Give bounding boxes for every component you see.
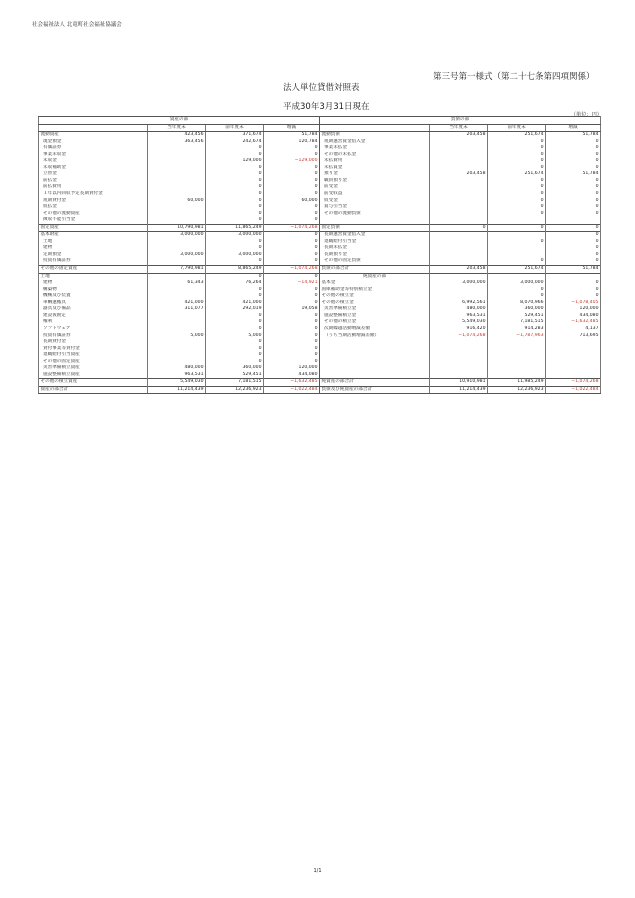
liability-change: 0 <box>546 184 601 191</box>
liability-item: 賞与引当金 <box>320 204 430 211</box>
asset-current: 421,000 <box>148 300 206 307</box>
asset-change: 0 <box>264 171 320 178</box>
asset-previous: 0 <box>206 346 264 353</box>
liability-item: 仮受金 <box>320 198 430 205</box>
asset-current: 3,000,000 <box>148 252 206 259</box>
asset-change: 0 <box>264 352 320 359</box>
asset-previous: 0 <box>206 245 264 252</box>
asset-item: 短期貸付金 <box>39 198 148 205</box>
asset-item: 器具及び備品 <box>39 306 148 313</box>
liability-previous: 8,070,966 <box>488 300 546 307</box>
asset-item: 固定資産 <box>39 224 148 232</box>
liability-change: 0 <box>546 158 601 165</box>
liabilities-item-header <box>320 124 430 132</box>
liability-change: 0 <box>546 258 601 265</box>
asset-item: 未収金 <box>39 158 148 165</box>
asset-change: 51,784 <box>264 132 320 139</box>
asset-current <box>148 217 206 224</box>
asset-current <box>148 273 206 280</box>
asset-change: −1,074,268 <box>264 266 320 274</box>
asset-item: 土地 <box>39 239 148 246</box>
liability-previous: 0 <box>488 204 546 211</box>
asset-change: 0 <box>264 339 320 346</box>
asset-previous: 8,865,249 <box>206 266 264 274</box>
liabilities-section-header: 負債の部 <box>320 117 601 125</box>
liability-previous: 0 <box>488 184 546 191</box>
asset-item: 機械及び装置 <box>39 293 148 300</box>
asset-change: −14,921 <box>264 280 320 287</box>
liability-change: 0 <box>546 145 601 152</box>
liability-item: 純資産の部合計 <box>320 379 430 387</box>
asset-item: その他の固定資産 <box>39 266 148 274</box>
liability-item: その他の積立金 <box>320 319 430 326</box>
asset-change: 0 <box>264 319 320 326</box>
liability-current: 480,000 <box>430 306 488 313</box>
liability-change: 120,000 <box>546 306 601 313</box>
asset-item: 徴収不能引当金 <box>39 217 148 224</box>
liability-change <box>546 372 601 379</box>
asset-change: 0 <box>264 326 320 333</box>
asset-previous: 0 <box>206 152 264 159</box>
asset-change: 0 <box>264 293 320 300</box>
asset-previous: 76,264 <box>206 280 264 287</box>
liability-previous: 0 <box>488 145 546 152</box>
liability-current: 6,992,561 <box>430 300 488 307</box>
liability-previous: 0 <box>488 152 546 159</box>
liability-previous: 0 <box>488 165 546 172</box>
asset-item: 資産の部合計 <box>39 386 148 394</box>
table-row <box>39 224 601 232</box>
liability-current: 11,214,439 <box>430 386 488 394</box>
liability-current <box>430 232 488 239</box>
liability-change: 0 <box>546 287 601 294</box>
asset-item: 貸付事業等貸付金 <box>39 346 148 353</box>
liability-previous: 0 <box>488 239 546 246</box>
asset-item: 現金預金 <box>39 139 148 146</box>
asset-item: 定期預金 <box>39 252 148 259</box>
asset-change: 0 <box>264 239 320 246</box>
liability-item: 短期運営資金借入金 <box>320 139 430 146</box>
liability-change: −1,632,485 <box>546 319 601 326</box>
liability-previous: 0 <box>488 139 546 146</box>
asset-previous: 292,019 <box>206 306 264 313</box>
asset-change: −129,000 <box>264 158 320 165</box>
liability-previous: 12,236,923 <box>488 386 546 394</box>
asset-item: 構築物 <box>39 287 148 294</box>
asset-change: 0 <box>264 252 320 259</box>
asset-previous: 0 <box>206 313 264 320</box>
asset-item: その他の流動資産 <box>39 211 148 218</box>
asset-item: 退職給付引当資産 <box>39 352 148 359</box>
asset-item: 未収補助金 <box>39 165 148 172</box>
liability-item: 未払賞金 <box>320 165 430 172</box>
liabilities-change-header: 増減 <box>546 124 601 132</box>
asset-current: 5,549,030 <box>148 379 206 387</box>
asset-item: 流動資産 <box>39 132 148 139</box>
asset-change: 0 <box>264 191 320 198</box>
asset-change: 0 <box>264 258 320 265</box>
liability-current <box>430 273 488 280</box>
asset-item: 建物 <box>39 245 148 252</box>
liabilities-previous-header: 前年度末 <box>488 124 546 132</box>
liability-item: 純資産の部 <box>320 273 430 280</box>
liability-previous: 251,674 <box>488 171 546 178</box>
liability-change: 0 <box>546 191 601 198</box>
asset-current: 363,456 <box>148 139 206 146</box>
liability-current: 10,910,981 <box>430 379 488 387</box>
asset-previous: 0 <box>206 326 264 333</box>
organization-name: 社会福祉法人 北竜町社会福祉協議会 <box>32 22 122 28</box>
asset-change: 0 <box>264 287 320 294</box>
assets-previous-header: 前年度末 <box>206 124 264 132</box>
liability-item: 負債及び純資産の部合計 <box>320 386 430 394</box>
liability-previous <box>488 232 546 239</box>
asset-item: 前払費用 <box>39 184 148 191</box>
asset-change: 0 <box>264 333 320 340</box>
asset-previous: 3,000,000 <box>206 252 264 259</box>
asset-change: −1,074,268 <box>264 224 320 232</box>
liability-current: 203,458 <box>430 266 488 274</box>
liability-previous: 251,674 <box>488 266 546 274</box>
liability-change: 0 <box>546 211 601 218</box>
asset-change: 0 <box>264 245 320 252</box>
liability-current <box>430 372 488 379</box>
liability-current: −1,074,268 <box>430 333 488 340</box>
liability-change: 51,784 <box>546 132 601 139</box>
assets-section-header: 資産の部 <box>39 117 320 125</box>
asset-previous: 0 <box>206 352 264 359</box>
liability-previous: 7,181,515 <box>488 319 546 326</box>
document-title: 法人単位貸借対照表 <box>283 83 360 93</box>
asset-item: 基本財産 <box>39 232 148 239</box>
asset-item: 施設整備積立資産 <box>39 372 148 379</box>
liability-item: その他の未払金 <box>320 152 430 159</box>
liability-previous <box>488 273 546 280</box>
liability-change: 0 <box>546 198 601 205</box>
asset-item: 有価証券 <box>39 145 148 152</box>
liability-item: 固定負債 <box>320 224 430 232</box>
asset-previous: 3,000,000 <box>206 232 264 239</box>
asset-change: 0 <box>264 165 320 172</box>
liability-change: 0 <box>546 204 601 211</box>
asset-previous: 0 <box>206 287 264 294</box>
asset-current: 61,343 <box>148 280 206 287</box>
liability-current: 3,000,000 <box>430 280 488 287</box>
asset-change: 60,000 <box>264 198 320 205</box>
liability-item: 退職給付引当金 <box>320 239 430 246</box>
asset-previous: 11,865,249 <box>206 224 264 232</box>
asset-item: ソフトウェア <box>39 326 148 333</box>
asset-item: 投資有価証券 <box>39 258 148 265</box>
liability-change: 0 <box>546 165 601 172</box>
asset-previous: 0 <box>206 293 264 300</box>
liability-item: 次期繰越活動増減差額 <box>320 326 430 333</box>
liability-previous: 0 <box>488 178 546 185</box>
balance-sheet-table <box>38 116 601 394</box>
asset-item: その他の固定資産 <box>39 359 148 366</box>
liability-item: 預り金 <box>320 171 430 178</box>
liability-previous: 0 <box>488 287 546 294</box>
asset-previous: 0 <box>206 339 264 346</box>
liability-item: 基本金 <box>320 280 430 287</box>
table-row <box>39 266 601 274</box>
liability-change: 0 <box>546 139 601 146</box>
liability-change: 0 <box>546 232 601 239</box>
liability-current <box>430 258 488 265</box>
liability-item: 前受収益 <box>320 191 430 198</box>
liability-item: その他の積立金 <box>320 300 430 307</box>
asset-item: 建設仮勘定 <box>39 313 148 320</box>
asset-item: 土地 <box>39 273 148 280</box>
liability-change <box>546 217 601 224</box>
asset-current: 311,077 <box>148 306 206 313</box>
asset-change: 19,058 <box>264 306 320 313</box>
liability-change: 0 <box>546 280 601 287</box>
liability-current: 203,458 <box>430 132 488 139</box>
asset-item: その他の積立資産 <box>39 379 148 387</box>
form-title: 第三号第一様式（第二十七条第四項関係） <box>433 72 595 82</box>
table-row <box>39 372 601 379</box>
as-of-date: 平成30年3月31日現在 <box>283 102 370 112</box>
asset-previous: 371,674 <box>206 132 264 139</box>
liability-change: 0 <box>546 239 601 246</box>
asset-previous: 0 <box>206 145 264 152</box>
liability-change: 0 <box>546 252 601 259</box>
liability-previous: 0 <box>488 258 546 265</box>
liability-previous: 529,451 <box>488 313 546 320</box>
liability-item: 施設整備積立金 <box>320 313 430 320</box>
liability-current: 916,420 <box>430 326 488 333</box>
table-row <box>39 386 601 394</box>
asset-current: 11,214,439 <box>148 386 206 394</box>
asset-previous: 0 <box>206 217 264 224</box>
asset-current: 480,000 <box>148 365 206 372</box>
liability-change: 0 <box>546 178 601 185</box>
liability-item: 国庫補助金等特別積立金 <box>320 287 430 294</box>
liability-change: 4,137 <box>546 326 601 333</box>
asset-change: 0 <box>264 211 320 218</box>
asset-previous: 129,000 <box>206 158 264 165</box>
liability-change: 0 <box>546 245 601 252</box>
liability-item: 長期預り金 <box>320 252 430 259</box>
asset-current: 3,000,000 <box>148 232 206 239</box>
asset-change: 0 <box>264 152 320 159</box>
liability-previous: 0 <box>488 293 546 300</box>
liability-item: その他の固定負債 <box>320 258 430 265</box>
asset-change: 120,784 <box>264 139 320 146</box>
liability-item: 流動負債 <box>320 132 430 139</box>
asset-previous: 242,674 <box>206 139 264 146</box>
liability-previous <box>488 217 546 224</box>
liability-previous: 251,674 <box>488 132 546 139</box>
liability-item: その他の流動負債 <box>320 211 430 218</box>
liability-change: 0 <box>546 224 601 232</box>
liability-item: 長期運営資金借入金 <box>320 232 430 239</box>
asset-previous: 0 <box>206 204 264 211</box>
liability-current: 963,531 <box>430 313 488 320</box>
liability-item: 職員預り金 <box>320 178 430 185</box>
asset-item: 車輌運搬具 <box>39 300 148 307</box>
asset-change: 434,080 <box>264 372 320 379</box>
asset-item: 前払金 <box>39 178 148 185</box>
table-row <box>39 258 601 265</box>
assets-current-header: 当年度末 <box>148 124 206 132</box>
liability-previous: 3,000,000 <box>488 280 546 287</box>
liability-item: 前受金 <box>320 184 430 191</box>
asset-item: 権利 <box>39 319 148 326</box>
asset-change: 0 <box>264 273 320 280</box>
liability-change: 51,784 <box>546 266 601 274</box>
table-row <box>39 379 601 387</box>
asset-change: 120,000 <box>264 365 320 372</box>
liability-change: 713,695 <box>546 333 601 340</box>
asset-previous: 12,236,923 <box>206 386 264 394</box>
asset-current: 10,790,981 <box>148 224 206 232</box>
asset-change: 0 <box>264 232 320 239</box>
liability-previous: 0 <box>488 198 546 205</box>
table-row <box>39 132 601 139</box>
liability-previous: −1,787,963 <box>488 333 546 340</box>
liability-item: その他の積立金 <box>320 293 430 300</box>
liability-previous: 0 <box>488 224 546 232</box>
liability-change: 0 <box>546 152 601 159</box>
asset-current: 7,790,981 <box>148 266 206 274</box>
asset-change: 0 <box>264 300 320 307</box>
asset-previous: 421,000 <box>206 300 264 307</box>
liability-previous: 0 <box>488 211 546 218</box>
liability-current: 203,458 <box>430 171 488 178</box>
asset-change: 0 <box>264 204 320 211</box>
liability-change: −1,074,268 <box>546 379 601 387</box>
asset-change: 0 <box>264 346 320 353</box>
liability-previous <box>488 372 546 379</box>
asset-previous: 0 <box>206 273 264 280</box>
asset-previous: 0 <box>206 165 264 172</box>
balance-sheet <box>38 116 600 394</box>
asset-change: 0 <box>264 184 320 191</box>
asset-current: 423,456 <box>148 132 206 139</box>
asset-change: 0 <box>264 145 320 152</box>
liability-change: 51,784 <box>546 171 601 178</box>
asset-previous: 0 <box>206 319 264 326</box>
asset-item: 長期貸付金 <box>39 339 148 346</box>
asset-previous: 5,000 <box>206 333 264 340</box>
page-number: 1/1 <box>313 868 322 874</box>
asset-previous: 0 <box>206 359 264 366</box>
asset-previous: 0 <box>206 184 264 191</box>
unit-label: （単位：円） <box>570 112 602 118</box>
asset-item: 投資有価証券 <box>39 333 148 340</box>
asset-previous: 0 <box>206 211 264 218</box>
liability-previous: 0 <box>488 158 546 165</box>
liability-previous: 11,985,249 <box>488 379 546 387</box>
asset-current: 963,531 <box>148 372 206 379</box>
asset-previous: 529,451 <box>206 372 264 379</box>
liability-item: 未払費用 <box>320 158 430 165</box>
asset-change: 0 <box>264 313 320 320</box>
liability-item <box>320 372 430 379</box>
liabilities-current-header: 当年度末 <box>430 124 488 132</box>
asset-item: 事業未収金 <box>39 152 148 159</box>
asset-item: 立替金 <box>39 171 148 178</box>
liability-item: 災害準備積立金 <box>320 306 430 313</box>
asset-previous: 0 <box>206 171 264 178</box>
asset-item: 建物 <box>39 280 148 287</box>
asset-item: １年以内回収予定長期貸付金 <box>39 191 148 198</box>
asset-previous: 0 <box>206 258 264 265</box>
liability-item: 長期未払金 <box>320 245 430 252</box>
asset-current: 60,000 <box>148 198 206 205</box>
liability-change: −1,078,405 <box>546 300 601 307</box>
asset-change: 0 <box>264 178 320 185</box>
assets-item-header <box>39 124 148 132</box>
asset-previous: 0 <box>206 178 264 185</box>
table-row <box>39 232 601 239</box>
table-row <box>39 217 601 224</box>
assets-change-header: 増減 <box>264 124 320 132</box>
asset-previous: 360,000 <box>206 365 264 372</box>
asset-change: −1,632,485 <box>264 379 320 387</box>
asset-previous: 0 <box>206 198 264 205</box>
liability-change <box>546 273 601 280</box>
liability-current: 5,549,030 <box>430 319 488 326</box>
liability-previous: 914,283 <box>488 326 546 333</box>
asset-current: 5,000 <box>148 333 206 340</box>
asset-change: −1,022,484 <box>264 386 320 394</box>
liability-item: 負債の部合計 <box>320 266 430 274</box>
liability-previous: 0 <box>488 191 546 198</box>
asset-item: 仮払金 <box>39 204 148 211</box>
asset-change: 0 <box>264 217 320 224</box>
liability-change: −1,022,484 <box>546 386 601 394</box>
liability-item: （うち当期活動増減差額） <box>320 333 430 340</box>
table-row <box>39 273 601 280</box>
liability-item: 事業未払金 <box>320 145 430 152</box>
liability-change: 0 <box>546 293 601 300</box>
liability-change: 434,080 <box>546 313 601 320</box>
liability-item <box>320 217 430 224</box>
liability-current: 0 <box>430 224 488 232</box>
asset-previous: 0 <box>206 191 264 198</box>
asset-item: 災害準備積立資産 <box>39 365 148 372</box>
liability-current <box>430 217 488 224</box>
asset-current <box>148 258 206 265</box>
asset-previous: 0 <box>206 239 264 246</box>
liability-previous: 360,000 <box>488 306 546 313</box>
asset-previous: 7,181,515 <box>206 379 264 387</box>
asset-change: 0 <box>264 359 320 366</box>
